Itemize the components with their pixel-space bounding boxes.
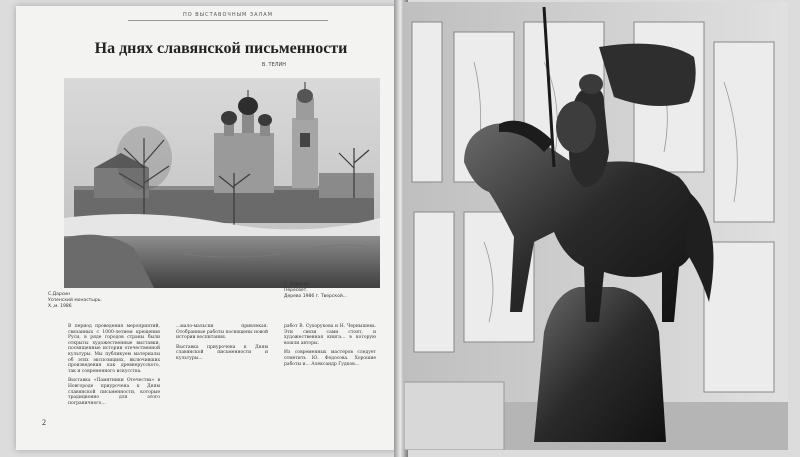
paragraph: Из современных мастеров следует отметить Ю. Федосова. Хорошие работы и... Александр Гудков... — [284, 350, 376, 367]
paragraph: Выставка приурочена к Дням славянской письменности и культуры... — [176, 344, 268, 361]
article-author: В. ТЕЛИН — [261, 62, 286, 68]
sculpture-caption-artist: Г. Карасев — [284, 282, 310, 287]
horseman-sculpture-photo — [404, 2, 788, 450]
paragraph: работ В. Сухорукова и Н. Чернышева. Эти связи сами стоят, и художественная книга... в которую вошли авторы. — [284, 324, 376, 346]
painting-caption-title: Успенский монастырь. — [48, 298, 102, 303]
monastery-painting-art — [64, 78, 380, 288]
text-column-2 — [176, 324, 268, 366]
painting-caption — [48, 292, 138, 310]
paragraph: Выставка «Памятники Отечества» в Новгороде приурочена к Дням славянской письменности, которые традиционно для этого пограничного... — [68, 378, 160, 406]
sculpture-caption-details: Дерево 1986 г. Тверской... — [284, 294, 348, 299]
paragraph: В период проведения мероприятий, связанных с 1000-летием крещения Руси, в ряде городов страны были открыты художественные выставки, посвященные истории отечественной культуры. Мы публикуем материалы об этих экспозициях, включивших произведения как древнерусского, так и современного искусства. — [68, 324, 160, 374]
running-head: ПО ВЫСТАВОЧНЫМ ЗАЛАМ — [128, 12, 328, 21]
page-number: 2 — [42, 418, 46, 427]
right-page — [404, 2, 788, 450]
sculpture-caption-title: Пересвет. — [284, 288, 308, 293]
left-page — [16, 6, 396, 450]
painting-caption-artist: С.Дарсин — [48, 292, 71, 297]
monastery-painting — [64, 78, 380, 288]
text-column-1 — [68, 324, 160, 410]
article-body — [68, 324, 380, 434]
painting-caption-details: Х.,м. 1986 — [48, 304, 72, 309]
article-title: На днях славянской письменности — [94, 40, 348, 57]
paragraph: ...мало-мальски привлекая. Отобранные работы посвящены новой истории воспитания. — [176, 324, 268, 341]
sculpture-caption — [284, 282, 384, 300]
text-column-3 — [284, 324, 376, 371]
